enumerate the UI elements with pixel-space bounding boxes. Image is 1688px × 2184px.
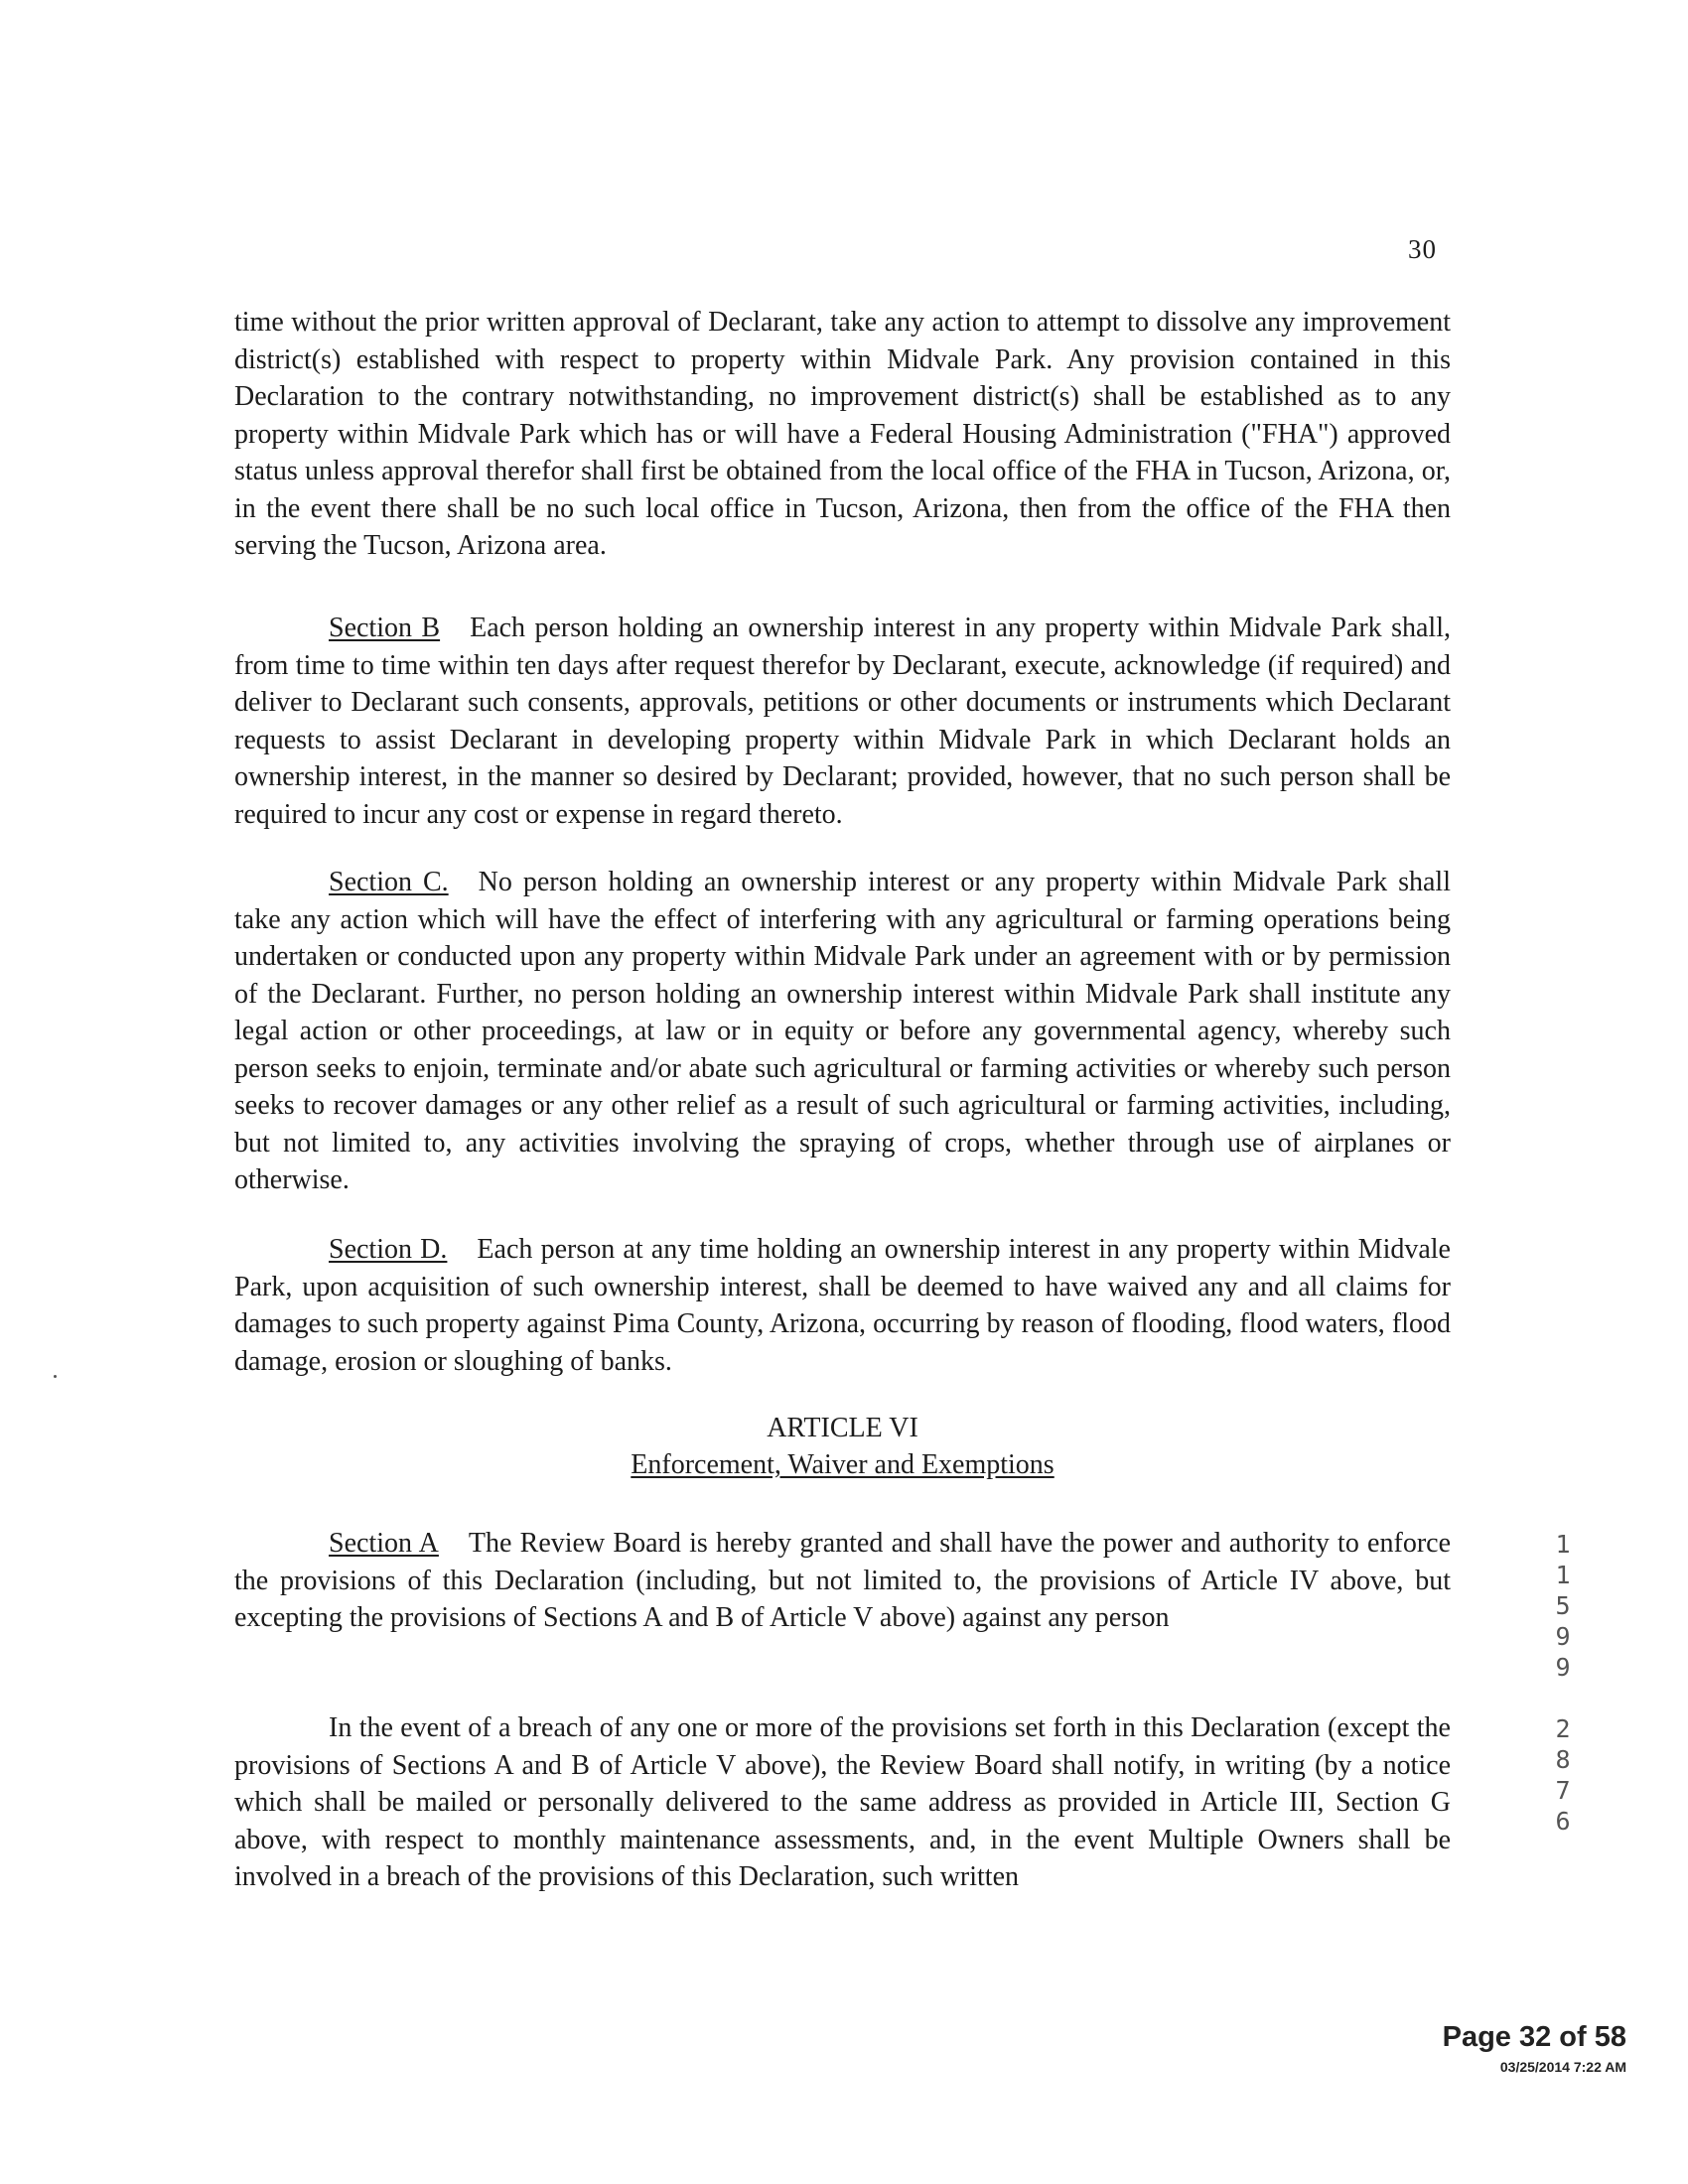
stamp-digit: 6 (1555, 1807, 1571, 1836)
section-c-text: No person holding an ownership interest or any property within Midvale Park shall take any action which will have the effect of interfering with any agricultural or farming operations being undertaken or conducted upon any property within Midvale Park under an agreement with or by permission of the Declarant. Further, no person holding an ownership interest within Midvale Park shall institute any legal action or other proceedings, at law or in equity or before any governmental agency, whereby such person seeks to enjoin, terminate and/or abate such agricultural or farming activities or whereby such person seeks to recover damages or any other relief as a result of such agricultural or farming activities, including, but not limited to, any activities involving the spraying of crops, whether through use of airplanes or otherwise. (234, 867, 1451, 1195)
section-b-text: Each person holding an ownership interest in any property within Midvale Park shall, from time to time within ten days after request therefor by Declarant, execute, acknowledge (if required) and deliver to Declarant such consents, approvals, petitions or other documents or instruments which Declarant requests to assist Declarant in developing property within Midvale Park in which Declarant holds an ownership interest, in the manner so desired by Declarant; provided, however, that no such person shall be required to incur any cost or expense in regard thereto. (234, 613, 1451, 830)
stamp-digit: 7 (1555, 1776, 1571, 1805)
article-subheading: Enforcement, Waiver and Exemptions (631, 1449, 1055, 1480)
article-heading: ARTICLE VI (767, 1413, 918, 1443)
paragraph-text: time without the prior written approval of Declarant, take any action to attempt to dissolve any improvement district(s) established with respect to property within Midvale Park. Any provision contained in this Declaration to the contrary notwithstanding, no improvement district(s) shall be established as to any property within Midvale Park which has or will have a Federal Housing Administration ("FHA") approved status unless approval therefor shall first be obtained from the local office of the FHA in Tucson, Arizona, or, in the event there shall be no such local office in Tucson, Arizona, then from the office of the FHA then serving the Tucson, Arizona area. (234, 307, 1451, 561)
section-b-paragraph (234, 610, 1451, 833)
article-section-a-paragraph (234, 1525, 1451, 1637)
margin-stamp-bottom (1551, 1713, 1575, 1837)
margin-stamp-top (1551, 1529, 1575, 1683)
breach-paragraph (234, 1709, 1451, 1896)
article-section-a-text: The Review Board is hereby granted and shall have the power and authority to enforce the provisions of this Declaration (including, but not limited to, the provisions of Article IV above, but excepting the provisions of Sections A and B of Article V above) against any person (234, 1528, 1451, 1633)
section-c-paragraph (234, 864, 1451, 1199)
section-d-paragraph (234, 1231, 1451, 1380)
scan-speck (54, 1375, 57, 1378)
section-c-label: Section C. (329, 867, 449, 897)
page-number: 30 (1408, 234, 1437, 264)
footer-timestamp: 03/25/2014 7:22 AM (1499, 2059, 1626, 2075)
article-heading-block (234, 1410, 1451, 1483)
section-d-text: Each person at any time holding an ownership interest in any property within Midvale Park, upon acquisition of such ownership interest, shall be deemed to have waived any and all claims for damages to such property against Pima County, Arizona, occurring by reason of flooding, flood waters, flood damage, erosion or sloughing of banks. (234, 1234, 1451, 1377)
stamp-digit: 1 (1555, 1530, 1571, 1559)
stamp-digit: 5 (1555, 1591, 1571, 1620)
footer-page-count: Page 32 of 58 (1442, 2021, 1626, 2053)
stamp-digit: 1 (1555, 1561, 1571, 1589)
breach-text: In the event of a breach of any one or more of the provisions set forth in this Declaration (except the provisions of Sections A and B of Article V above), the Review Board shall notify, in writing (by a notice which shall be mailed or personally delivered to the same address as provided in Article III, Section G above, with respect to monthly maintenance assessments, and, in the event Multiple Owners shall be involved in a breach of the provisions of this Declaration, such written (234, 1712, 1451, 1892)
stamp-digit: 9 (1555, 1622, 1571, 1651)
section-b-label: Section B (329, 613, 441, 643)
stamp-digit: 2 (1555, 1714, 1571, 1743)
section-d-label: Section D. (329, 1234, 448, 1265)
stamp-digit: 9 (1555, 1653, 1571, 1682)
stamp-digit: 8 (1555, 1745, 1571, 1774)
article-section-a-label: Section A (329, 1528, 439, 1559)
continuation-paragraph (234, 304, 1451, 565)
